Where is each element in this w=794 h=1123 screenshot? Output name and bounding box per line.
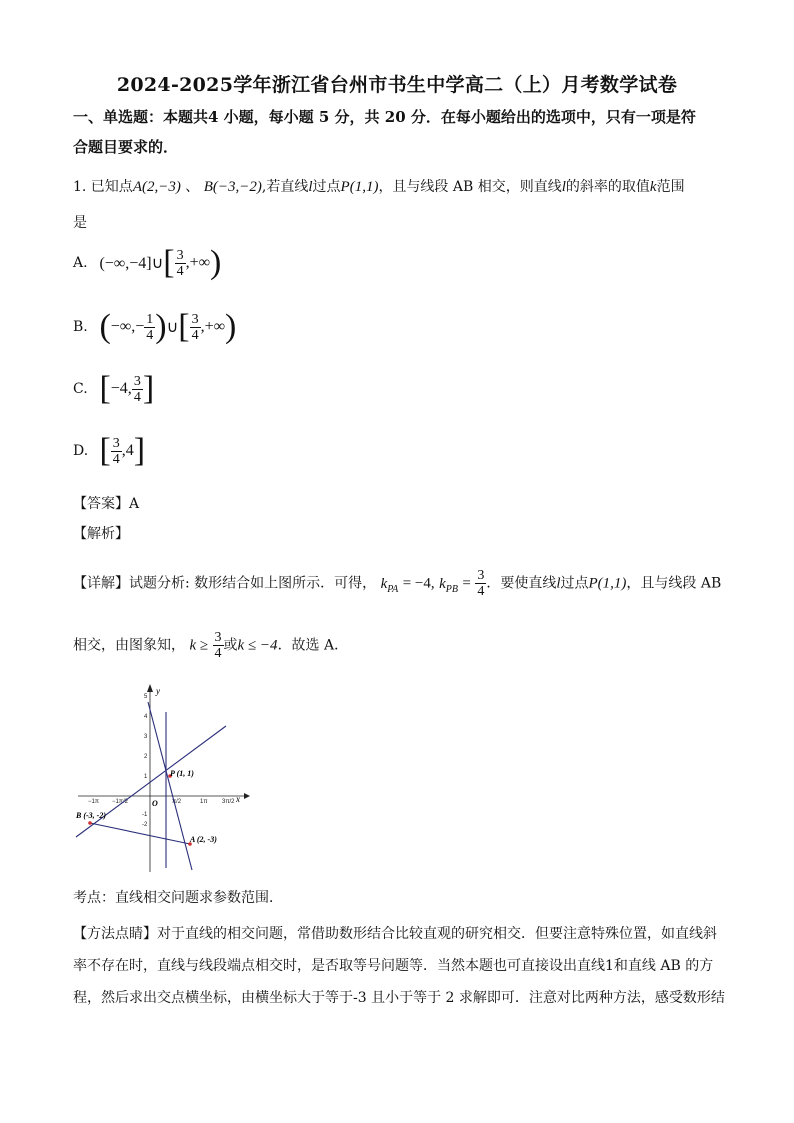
x-tick: 1π [200,799,208,805]
bracket: ) [225,308,237,345]
option-a-label: A. [73,255,88,271]
option-d-label: D. [73,443,89,459]
method-line1-text: 对于直线的相交问题，常借助数形结合比较直观的研究相交．但要注意特殊位置，如直线斜 [157,926,717,942]
k-pb-eq: = [462,575,471,592]
bracket: ) [155,308,167,345]
option-d-frac: $\frac{3}{4}$ [112,435,120,467]
label-b: B (-3, -2) [76,811,106,820]
detail-l: l [556,575,561,592]
option-c-left: −4, [110,380,132,397]
point-b: B(−3,−2) [203,179,262,195]
bracket: ] [133,432,146,469]
option-b-mid: ∪ [166,319,179,336]
point-a: A(2,−3) [132,179,181,195]
question-mid2: 过点 [312,179,341,195]
page-title: 2024-2025学年浙江省台州市书生中学高二（上）月考数学试卷 [116,74,678,96]
y-tick: 3 [144,734,148,740]
question-prefix: 1. 已知点 [73,179,133,195]
option-a-right: ,+∞ [185,254,211,271]
answer-value: A [129,496,140,512]
detail-text4: ，且与线段 AB [626,575,722,592]
option-b-frac1: $\frac{1}{4}$ [146,311,154,343]
detail-line2b: ．故选 A． [277,637,349,654]
option-a [73,246,221,280]
detail-tag: 【详解】 [73,575,129,592]
coordinate-graph [70,682,250,874]
question-mid4: 的斜率的取值 [565,179,650,195]
method-tag: 【方法点睛】 [73,926,157,942]
bracket: [ [178,308,190,345]
bracket: [ [99,370,111,407]
bracket: ] [142,370,155,407]
answer-tag: 【答案】 [73,496,129,512]
label-p: P (1, 1) [170,769,194,778]
detail-line1 [73,568,733,601]
y-tick: 1 [144,774,148,780]
detail-or: 或 [223,637,238,654]
y-tick: 4 [144,714,148,720]
k-le: k ≤ −4 [237,637,278,654]
option-d [73,434,145,468]
line-pb [76,726,226,837]
y-tick: 2 [144,754,148,760]
y-tick: -2 [142,822,148,828]
origin-label: O [152,799,158,808]
option-b-right: ,+∞ [200,318,226,335]
k-ge-frac: $\frac{3}{4}$ [214,630,222,661]
bracket: [ [99,432,111,469]
x-axis-arrow [244,793,250,799]
question-sep: 、 [185,179,200,195]
option-a-left: (−∞,−4]∪ [99,255,164,272]
method-line3: 程，然后求出交点横坐标，由横坐标大于等于-3 且小于等于 2 求解即可．注意对比两种方法，感受数形结 [73,990,725,1006]
option-c [73,372,154,406]
bracket: ( [99,308,111,345]
k-pa-value: = −4, [402,575,435,592]
detail-point-p: P(1,1) [588,575,627,592]
question-line2: 是 [73,215,87,231]
detail-line2 [73,630,733,661]
option-c-frac: $\frac{3}{4}$ [133,373,141,405]
question-1 [73,176,733,198]
bracket: ) [210,244,222,281]
option-c-label: C. [73,381,88,397]
question-mid5: 范围 [656,179,685,195]
section-heading-line2: 合题目要求的． [73,138,179,156]
line-pa [148,702,192,870]
answer-line [73,493,733,515]
slope-k: k [649,179,657,195]
detail-text3: 过点 [560,575,589,592]
option-b-label: B. [73,319,88,335]
k-pa: $k_{PA}$ [380,575,399,595]
k-pb: $k_{PB}$ [439,575,458,595]
option-b-frac2: $\frac{3}{4}$ [191,311,199,343]
x-axis-label: x [236,794,240,804]
point-p: P(1,1) [340,179,379,195]
section-heading-line1: 一、单选题：本题共4 小题，每小题 5 分，共 20 分．在每小题给出的选项中，只有一项是符 [73,108,696,126]
point-b-marker [88,821,92,825]
k-ge: k ≥ [189,637,209,654]
label-a: A (2, -3) [190,835,217,844]
section-heading [73,102,733,162]
x-tick: 3π/2 [222,799,235,805]
y-axis-arrow [147,684,153,692]
y-axis-label: y [156,686,160,696]
y-tick: -1 [142,812,148,818]
option-a-frac: $\frac{3}{4}$ [176,247,184,279]
bracket: [ [163,244,175,281]
segment-ab [90,823,190,844]
y-tick: 5 [144,694,148,700]
line-l: l [308,179,313,195]
line-l2: l [561,179,566,195]
option-d-right: ,4 [121,442,134,459]
question-mid1: ,若直线 [261,179,309,195]
x-tick: π/2 [172,799,182,805]
detail-text2: ．要使直线 [486,575,557,592]
detail-text1: 试题分析: 数形结合如上图所示．可得， [129,575,377,592]
method-line2: 率不存在时，直线与线段端点相交时，是否取等号问题等．当然本题也可直接设出直线1和直线 AB 的方 [73,958,714,974]
kaodian: 考点：直线相交问题求参数范围． [73,890,283,906]
x-tick: −1π [88,799,99,805]
option-b [73,310,236,344]
detail-line2a: 相交，由图象知， [73,637,185,654]
option-b-left: −∞,− [110,318,145,335]
k-pb-frac: $\frac{3}{4}$ [477,568,485,599]
analysis-tag: 【解析】 [73,526,129,542]
method-line1 [73,918,733,950]
x-tick: −1π/2 [112,799,128,805]
question-mid3: ，且与线段 AB 相交，则直线 [378,179,562,195]
method-paragraph [73,918,733,1014]
